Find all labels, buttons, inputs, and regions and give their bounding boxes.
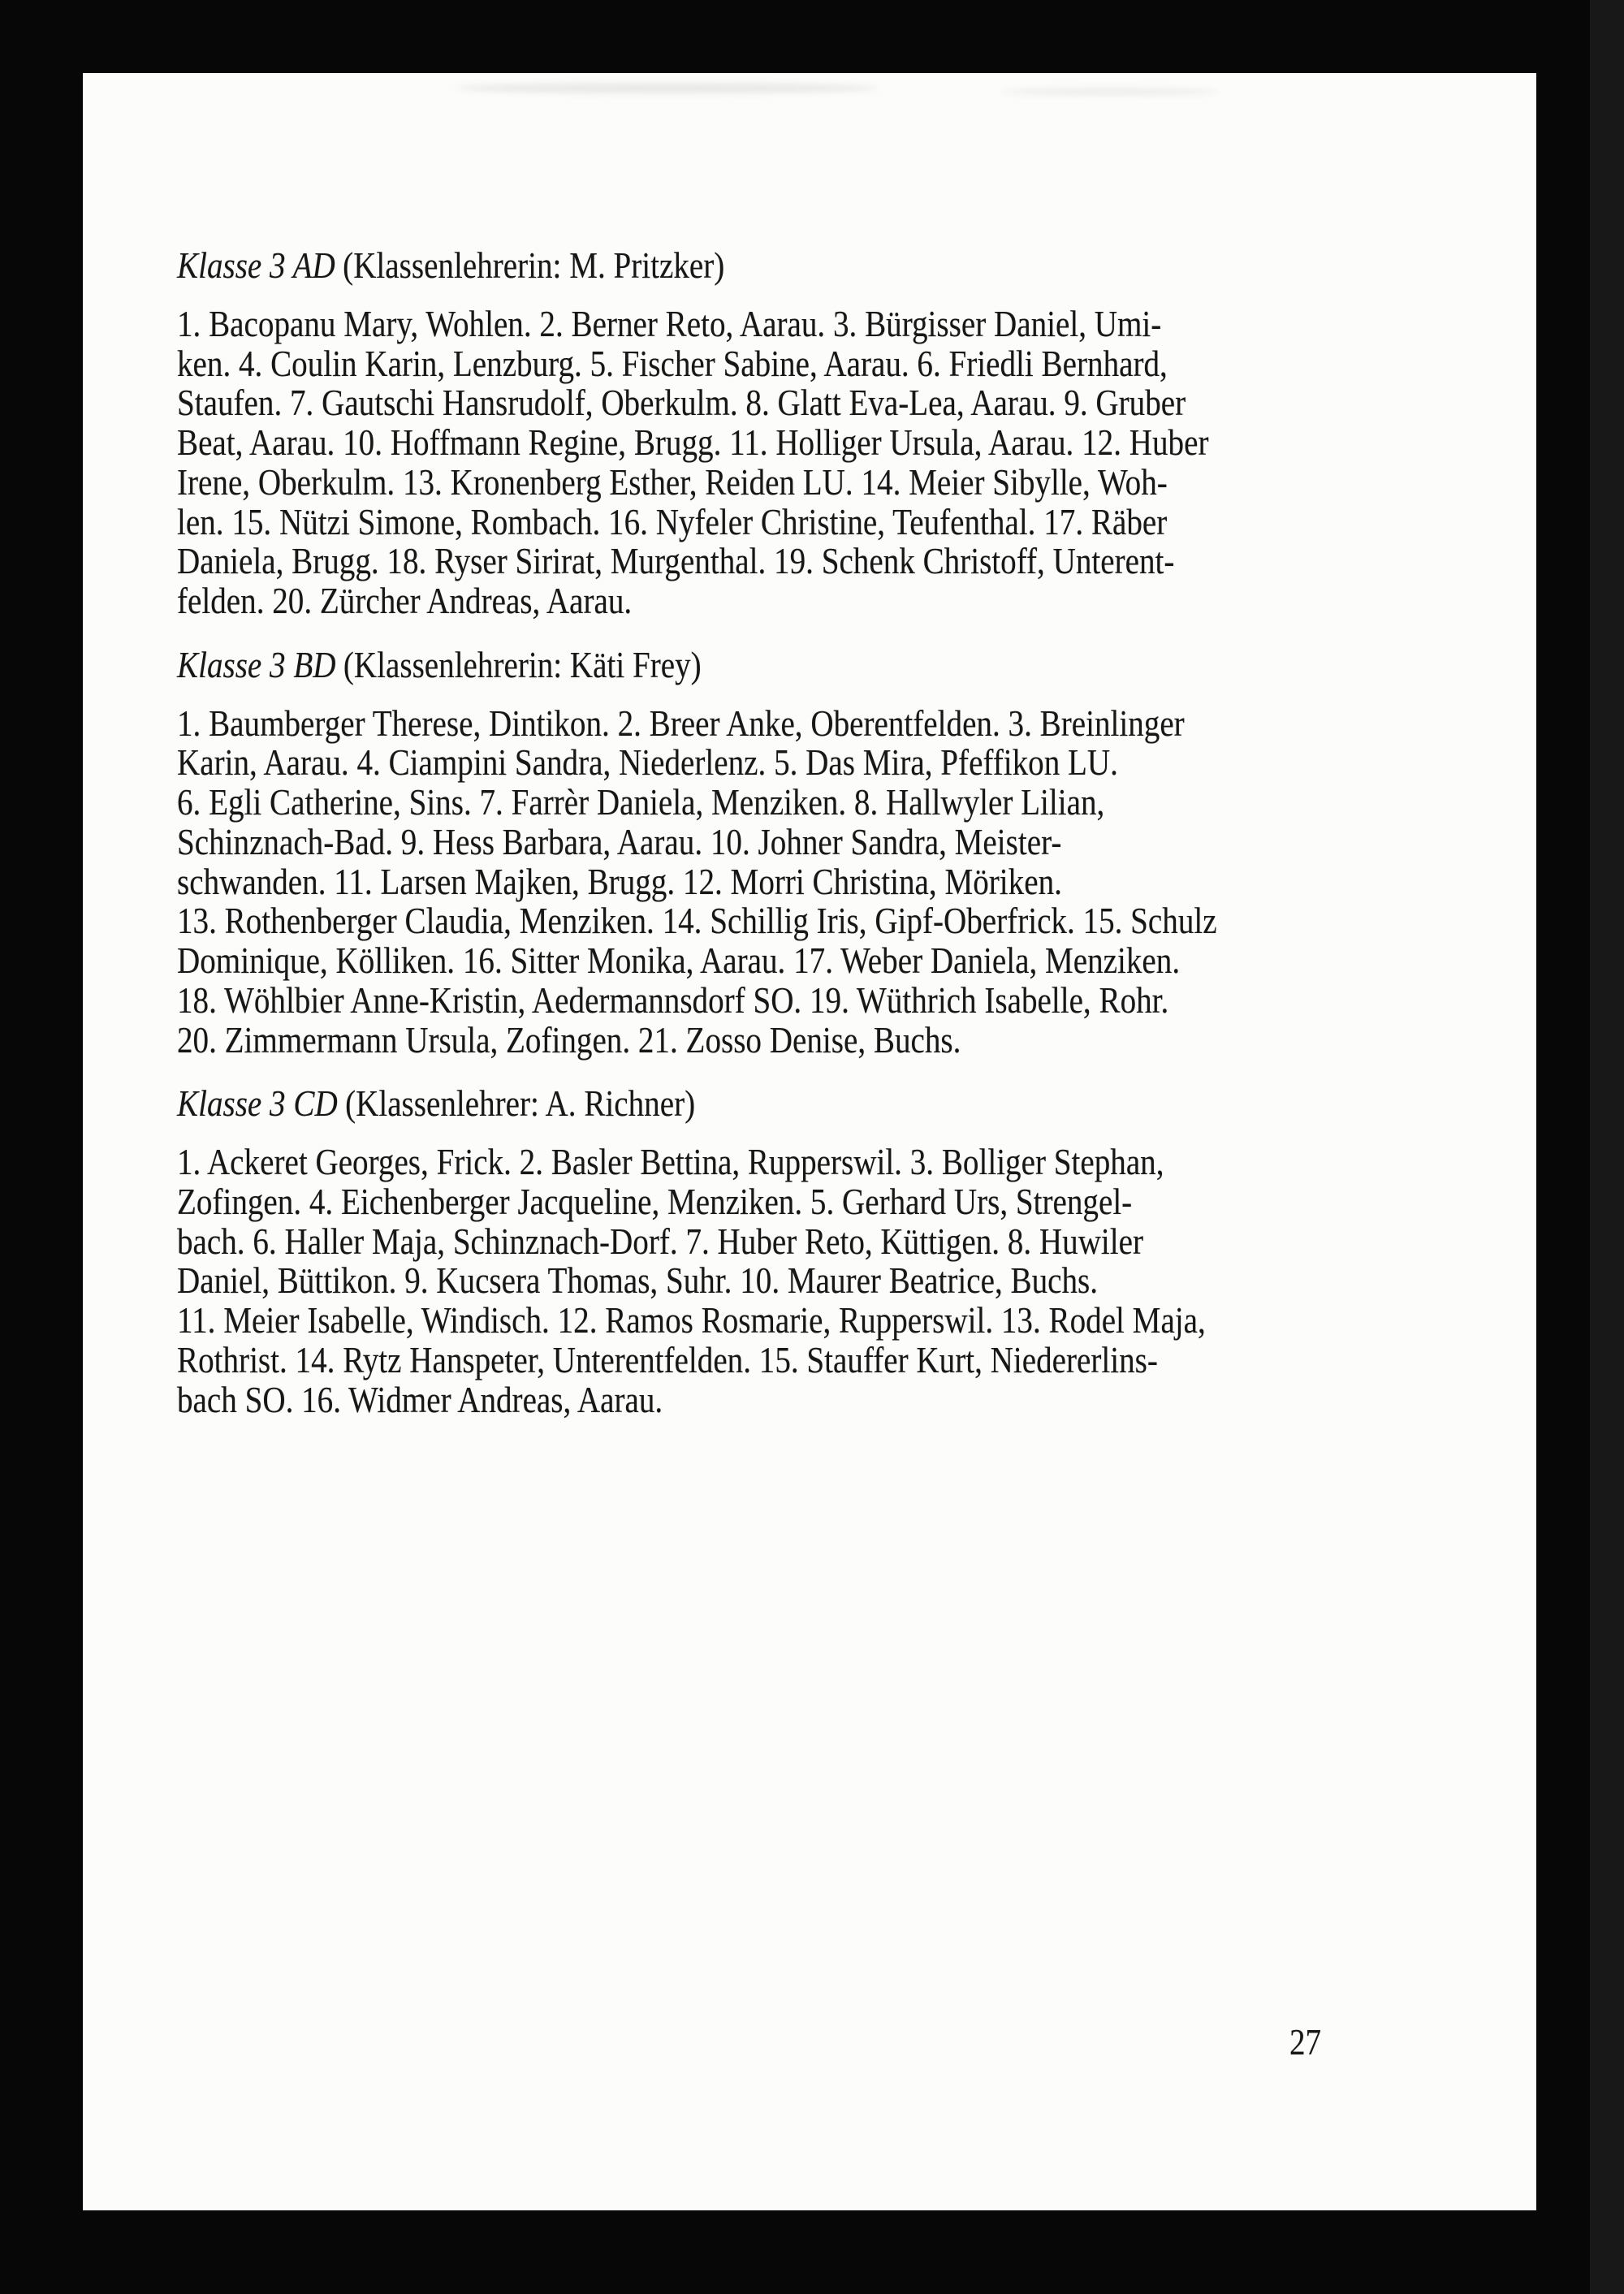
student-list-line: Schinznach-Bad. 9. Hess Barbara, Aarau. 10. Johner Sandra, Meister- [177,820,1062,862]
class-heading-teacher: (Klassenlehrerin: Käti Frey) [343,643,702,685]
scan-edge-band [1590,0,1624,2294]
student-list [177,704,1379,1061]
student-list [177,1143,1379,1419]
student-list-line: bach. 6. Haller Maja, Schinznach-Dorf. 7. Huber Reto, Küttigen. 8. Huwiler [177,1220,1144,1262]
class-heading-teacher: (Klassenlehrer: A. Richner) [345,1082,696,1125]
class-heading [177,1084,1199,1124]
class-heading-title: Klasse 3 BD [177,643,336,685]
scan-artifact [1000,88,1220,96]
class-heading-title: Klasse 3 AD [177,244,335,286]
student-list-line: 1. Ackeret Georges, Frick. 2. Basler Bettina, Rupperswil. 3. Bolliger Stephan, [177,1141,1164,1182]
student-list-line: schwanden. 11. Larsen Majken, Brugg. 12. Morri Christina, Möriken. [177,860,1062,902]
class-heading-title: Klasse 3 CD [177,1082,338,1125]
class-section-3ad [177,246,1379,621]
student-list [177,302,1379,621]
student-list-line: 1. Baumberger Therese, Dintikon. 2. Breer Anke, Oberentfelden. 3. Breinlinger [177,702,1185,744]
student-list-line: Dominique, Kölliken. 16. Sitter Monika, Aarau. 17. Weber Daniela, Menziken. [177,940,1181,981]
scan-artifact [456,83,879,93]
student-list-line: bach SO. 16. Widmer Andreas, Aarau. [177,1378,663,1420]
student-list-line: Zofingen. 4. Eichenberger Jacqueline, Menziken. 5. Gerhard Urs, Strengel- [177,1180,1133,1222]
student-list-line: 18. Wöhlbier Anne-Kristin, Aedermannsdorf SO. 19. Wüthrich Isabelle, Rohr. [177,979,1169,1021]
student-list-line: len. 15. Nützi Simone, Rombach. 16. Nyfeler Christine, Teufenthal. 17. Räber [177,500,1168,542]
class-section-3cd [177,1084,1379,1419]
class-heading [177,643,1199,685]
student-list-line: felden. 20. Zürcher Andreas, Aarau. [177,580,633,621]
student-list-line: 6. Egli Catherine, Sins. 7. Farrèr Daniela, Menziken. 8. Hallwyler Lilian, [177,781,1105,823]
page-number: 27 [1289,2021,1322,2063]
student-list-line: ken. 4. Coulin Karin, Lenzburg. 5. Fischer Sabine, Aarau. 6. Friedli Bernhard, [177,342,1168,384]
student-list-line: 11. Meier Isabelle, Windisch. 12. Ramos Rosmarie, Rupperswil. 13. Rodel Maja, [177,1299,1206,1341]
text-block [177,246,1379,1444]
class-heading-teacher: (Klassenlehrerin: M. Pritzker) [343,244,725,286]
class-section-3bd [177,643,1379,1061]
student-list-line: Daniela, Brugg. 18. Ryser Sirirat, Murgenthal. 19. Schenk Christoff, Unterent- [177,540,1175,582]
class-heading [177,246,1199,286]
student-list-line: Rothrist. 14. Rytz Hanspeter, Unterentfelden. 15. Stauffer Kurt, Niedererlins- [177,1338,1158,1380]
student-list-line: Beat, Aarau. 10. Hoffmann Regine, Brugg. 11. Holliger Ursula, Aarau. 12. Huber [177,421,1209,463]
student-list-line: Karin, Aarau. 4. Ciampini Sandra, Niederlenz. 5. Das Mira, Pfeffikon LU. [177,741,1118,784]
student-list-line: Irene, Oberkulm. 13. Kronenberg Esther, Reiden LU. 14. Meier Sibylle, Woh- [177,460,1168,503]
student-list-line: 20. Zimmermann Ursula, Zofingen. 21. Zosso Denise, Buchs. [177,1018,961,1061]
student-list-line: Daniel, Büttikon. 9. Kucsera Thomas, Suhr. 10. Maurer Beatrice, Buchs. [177,1259,1099,1302]
student-list-line: 1. Bacopanu Mary, Wohlen. 2. Berner Reto, Aarau. 3. Bürgisser Daniel, Umi- [177,302,1162,344]
document-page [83,73,1536,2210]
student-list-line: 13. Rothenberger Claudia, Menziken. 14. Schillig Iris, Gipf-Oberfrick. 15. Schulz [177,900,1217,942]
student-list-line: Staufen. 7. Gautschi Hansrudolf, Oberkulm. 8. Glatt Eva-Lea, Aarau. 9. Gruber [177,382,1186,424]
